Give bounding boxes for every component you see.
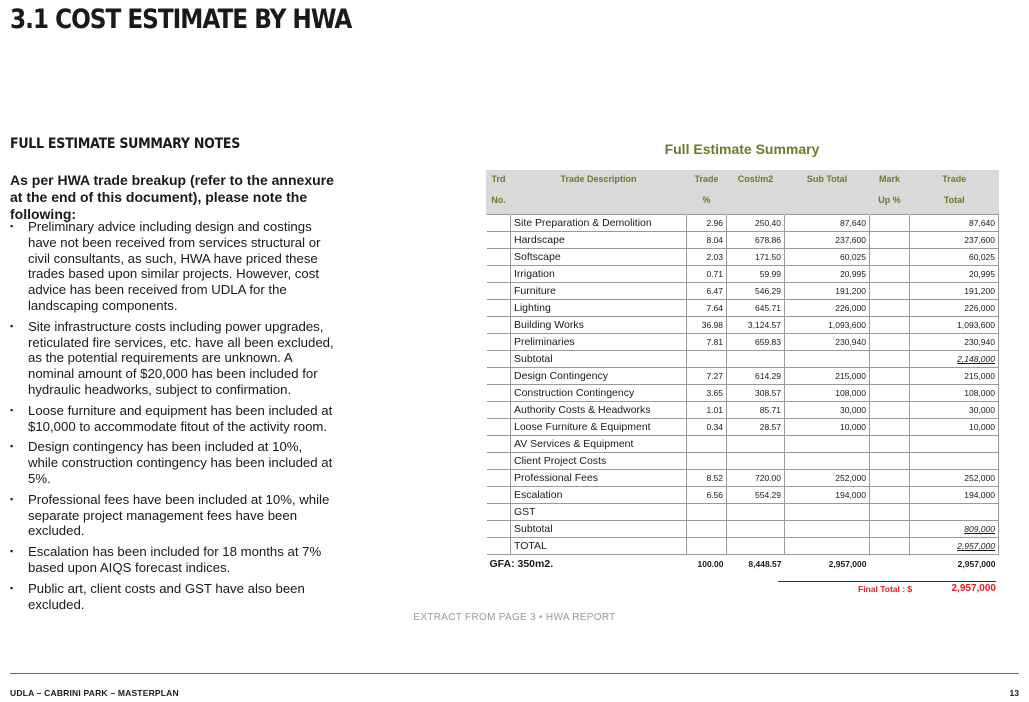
gfa-cost: 8,448.57 bbox=[748, 558, 782, 569]
bullet-icon: ▪ bbox=[10, 493, 14, 504]
markup-pct bbox=[870, 402, 910, 419]
bullet-icon: ▪ bbox=[10, 582, 14, 593]
table-row bbox=[487, 487, 999, 504]
col-header: Trade bbox=[910, 170, 999, 193]
trade-pct: 0.34 bbox=[687, 419, 727, 436]
sub-total: 30,000 bbox=[785, 402, 870, 419]
trade-pct bbox=[687, 538, 727, 555]
trade-description: Professional Fees bbox=[511, 470, 687, 487]
list-item bbox=[10, 403, 335, 435]
gfa-label: GFA: 350m2. bbox=[489, 557, 554, 570]
trd-cell bbox=[487, 504, 511, 521]
trd-cell bbox=[487, 470, 511, 487]
trade-total: 191,200 bbox=[910, 283, 999, 300]
trade-description: Subtotal bbox=[511, 521, 687, 538]
gfa-markup bbox=[870, 555, 910, 573]
col-header bbox=[785, 193, 870, 215]
trade-total: 87,640 bbox=[910, 215, 999, 232]
page-title: 3.1 COST ESTIMATE BY HWA bbox=[10, 4, 352, 35]
trade-total: 60,025 bbox=[910, 249, 999, 266]
trade-description: TOTAL bbox=[511, 538, 687, 555]
col-header: Cost/m2 bbox=[727, 170, 785, 193]
cost-per-m2 bbox=[727, 521, 785, 538]
markup-pct bbox=[870, 351, 910, 368]
table-row bbox=[487, 368, 999, 385]
trade-description: Softscape bbox=[511, 249, 687, 266]
markup-pct bbox=[870, 283, 910, 300]
sub-total: 252,000 bbox=[785, 470, 870, 487]
cost-per-m2: 85.71 bbox=[727, 402, 785, 419]
page-number: 13 bbox=[1009, 688, 1019, 698]
note-text: Loose furniture and equipment has been included at $10,000 to accommodate fitout of the activity room. bbox=[28, 402, 333, 434]
trade-total: 194,000 bbox=[910, 487, 999, 504]
col-header: Total bbox=[910, 193, 999, 215]
markup-pct bbox=[870, 300, 910, 317]
sub-total: 237,600 bbox=[785, 232, 870, 249]
markup-pct bbox=[870, 317, 910, 334]
trade-total: 809,000 bbox=[910, 521, 999, 538]
cost-per-m2: 3,124.57 bbox=[727, 317, 785, 334]
markup-pct bbox=[870, 334, 910, 351]
notes-list bbox=[10, 219, 335, 617]
trade-pct: 8.52 bbox=[687, 470, 727, 487]
table-row bbox=[487, 385, 999, 402]
col-header: Up % bbox=[870, 193, 910, 215]
trade-pct: 6.56 bbox=[687, 487, 727, 504]
trade-description: Escalation bbox=[511, 487, 687, 504]
trd-cell bbox=[487, 317, 511, 334]
cost-per-m2 bbox=[727, 453, 785, 470]
trade-pct: 1.01 bbox=[687, 402, 727, 419]
markup-pct bbox=[870, 521, 910, 538]
cost-per-m2: 59.99 bbox=[727, 266, 785, 283]
markup-pct bbox=[870, 249, 910, 266]
table-row bbox=[487, 538, 999, 555]
cost-per-m2: 720.00 bbox=[727, 470, 785, 487]
trade-pct: 3.65 bbox=[687, 385, 727, 402]
trade-total: 108,000 bbox=[910, 385, 999, 402]
trade-description: Loose Furniture & Equipment bbox=[511, 419, 687, 436]
col-header: Trade Description bbox=[511, 170, 687, 193]
col-header: Sub Total bbox=[785, 170, 870, 193]
cost-per-m2: 171.50 bbox=[727, 249, 785, 266]
col-header: Trade bbox=[687, 170, 727, 193]
trade-total bbox=[910, 436, 999, 453]
table-row bbox=[487, 402, 999, 419]
table-row bbox=[487, 215, 999, 232]
trd-cell bbox=[487, 453, 511, 470]
trade-pct bbox=[687, 453, 727, 470]
trade-pct bbox=[687, 436, 727, 453]
cost-per-m2: 645.71 bbox=[727, 300, 785, 317]
col-header: Trd bbox=[487, 170, 511, 193]
trd-cell bbox=[487, 436, 511, 453]
trade-description: Subtotal bbox=[511, 351, 687, 368]
trade-total: 1,093,600 bbox=[910, 317, 999, 334]
markup-pct bbox=[870, 385, 910, 402]
trade-total: 226,000 bbox=[910, 300, 999, 317]
table-row bbox=[487, 334, 999, 351]
list-item bbox=[10, 581, 335, 613]
sub-total: 194,000 bbox=[785, 487, 870, 504]
note-text: Preliminary advice including design and costings have not been received from services structural or civil consultants, as such, HWA have priced these trades based upon similar projects. However, cost advice has been received from UDLA for the landscaping components. bbox=[28, 219, 321, 313]
table-row bbox=[487, 283, 999, 300]
trade-description: Furniture bbox=[511, 283, 687, 300]
table-row bbox=[487, 317, 999, 334]
markup-pct bbox=[870, 419, 910, 436]
cost-per-m2: 546.29 bbox=[727, 283, 785, 300]
trade-total: 2,957,000 bbox=[910, 538, 999, 555]
list-item bbox=[10, 492, 335, 539]
trade-total: 30,000 bbox=[910, 402, 999, 419]
markup-pct bbox=[870, 453, 910, 470]
sub-total: 1,093,600 bbox=[785, 317, 870, 334]
trd-cell bbox=[487, 402, 511, 419]
trade-description: GST bbox=[511, 504, 687, 521]
list-item bbox=[10, 439, 335, 486]
cost-per-m2: 250.40 bbox=[727, 215, 785, 232]
cost-per-m2 bbox=[727, 538, 785, 555]
markup-pct bbox=[870, 266, 910, 283]
bullet-icon: ▪ bbox=[10, 320, 14, 331]
gfa-subtotal: 2,957,000 bbox=[828, 558, 867, 569]
table-row bbox=[487, 232, 999, 249]
trade-total: 10,000 bbox=[910, 419, 999, 436]
trade-total: 20,995 bbox=[910, 266, 999, 283]
cost-per-m2: 554.29 bbox=[727, 487, 785, 504]
col-header bbox=[727, 193, 785, 215]
markup-pct bbox=[870, 538, 910, 555]
cost-per-m2: 614.29 bbox=[727, 368, 785, 385]
markup-pct bbox=[870, 470, 910, 487]
trd-cell bbox=[487, 368, 511, 385]
trd-cell bbox=[487, 232, 511, 249]
trd-cell bbox=[487, 300, 511, 317]
trd-cell bbox=[487, 334, 511, 351]
sub-total: 215,000 bbox=[785, 368, 870, 385]
markup-pct bbox=[870, 504, 910, 521]
cost-per-m2 bbox=[727, 351, 785, 368]
trade-total: 2,148,000 bbox=[910, 351, 999, 368]
footer-divider bbox=[10, 673, 1019, 674]
note-text: Escalation has been included for 18 months at 7% based upon AIQS forecast indices. bbox=[28, 544, 322, 575]
sub-total: 87,640 bbox=[785, 215, 870, 232]
table-row bbox=[487, 351, 999, 368]
final-total-value: 2,957,000 bbox=[951, 583, 996, 594]
gfa-total: 2,957,000 bbox=[957, 558, 996, 569]
table-row bbox=[487, 504, 999, 521]
section-heading: FULL ESTIMATE SUMMARY NOTES bbox=[10, 136, 241, 152]
sub-total bbox=[785, 453, 870, 470]
cost-per-m2 bbox=[727, 436, 785, 453]
trade-pct: 8.04 bbox=[687, 232, 727, 249]
gfa-pct: 100.00 bbox=[697, 558, 724, 569]
trade-pct bbox=[687, 504, 727, 521]
col-header bbox=[511, 193, 687, 215]
trade-description: Design Contingency bbox=[511, 368, 687, 385]
trade-pct: 0.71 bbox=[687, 266, 727, 283]
table-row bbox=[487, 419, 999, 436]
trade-pct: 7.64 bbox=[687, 300, 727, 317]
table-row bbox=[487, 266, 999, 283]
note-text: Public art, client costs and GST have also been excluded. bbox=[28, 580, 305, 612]
trade-description: Site Preparation & Demolition bbox=[511, 215, 687, 232]
trade-pct bbox=[687, 351, 727, 368]
trade-description: Building Works bbox=[511, 317, 687, 334]
cost-per-m2: 659.83 bbox=[727, 334, 785, 351]
sub-total: 60,025 bbox=[785, 249, 870, 266]
trade-total bbox=[910, 504, 999, 521]
trade-total: 237,600 bbox=[910, 232, 999, 249]
trade-description: Lighting bbox=[511, 300, 687, 317]
markup-pct bbox=[870, 436, 910, 453]
table-row bbox=[487, 453, 999, 470]
sub-total bbox=[785, 351, 870, 368]
sub-total: 108,000 bbox=[785, 385, 870, 402]
bullet-icon: ▪ bbox=[10, 404, 14, 415]
table-row bbox=[487, 470, 999, 487]
trd-cell bbox=[487, 215, 511, 232]
gfa-row bbox=[487, 555, 999, 573]
footer-project-name: UDLA – CABRINI PARK – MASTERPLAN bbox=[10, 688, 179, 698]
note-text: Professional fees have been included at 10%, while separate project management fees have been excluded. bbox=[28, 491, 330, 539]
trade-pct bbox=[687, 521, 727, 538]
trade-description: Client Project Costs bbox=[511, 453, 687, 470]
col-header: Mark bbox=[870, 170, 910, 193]
trade-total: 230,940 bbox=[910, 334, 999, 351]
trade-pct: 2.03 bbox=[687, 249, 727, 266]
note-text: Site infrastructure costs including power upgrades, reticulated fire services, etc. have all been excluded, as the potential requirements are unknown. A nominal amount of $20,000 has been included for hydraulic headworks, subject to confirmation. bbox=[28, 318, 334, 397]
markup-pct bbox=[870, 232, 910, 249]
trade-description: Construction Contingency bbox=[511, 385, 687, 402]
trd-cell bbox=[487, 266, 511, 283]
table-title: Full Estimate Summary bbox=[664, 141, 820, 157]
trade-pct: 7.27 bbox=[687, 368, 727, 385]
trade-description: Hardscape bbox=[511, 232, 687, 249]
trade-description: AV Services & Equipment bbox=[511, 436, 687, 453]
trade-description: Irrigation bbox=[511, 266, 687, 283]
col-header: % bbox=[687, 193, 727, 215]
table-header-row bbox=[487, 193, 999, 215]
trd-cell bbox=[487, 249, 511, 266]
cost-per-m2: 308.57 bbox=[727, 385, 785, 402]
trade-total bbox=[910, 453, 999, 470]
trade-total: 252,000 bbox=[910, 470, 999, 487]
markup-pct bbox=[870, 368, 910, 385]
bullet-icon: ▪ bbox=[10, 221, 14, 231]
trade-description: Authority Costs & Headworks bbox=[511, 402, 687, 419]
sub-total bbox=[785, 521, 870, 538]
final-total-divider bbox=[778, 581, 996, 582]
markup-pct bbox=[870, 487, 910, 504]
trd-cell bbox=[487, 283, 511, 300]
sub-total: 20,995 bbox=[785, 266, 870, 283]
sub-total bbox=[785, 538, 870, 555]
estimate-table bbox=[486, 170, 999, 572]
trade-pct: 2.96 bbox=[687, 215, 727, 232]
table-row bbox=[487, 300, 999, 317]
trd-cell bbox=[487, 487, 511, 504]
list-item bbox=[10, 544, 335, 576]
final-total-label: Final Total : $ bbox=[858, 584, 913, 594]
trade-pct: 7.81 bbox=[687, 334, 727, 351]
trd-cell bbox=[487, 351, 511, 368]
table-row bbox=[487, 249, 999, 266]
bullet-icon: ▪ bbox=[10, 441, 14, 452]
trade-description: Preliminaries bbox=[511, 334, 687, 351]
sub-total: 230,940 bbox=[785, 334, 870, 351]
trd-cell bbox=[487, 521, 511, 538]
trade-pct: 36.98 bbox=[687, 317, 727, 334]
bullet-icon: ▪ bbox=[10, 546, 14, 557]
sub-total: 191,200 bbox=[785, 283, 870, 300]
table-row bbox=[487, 521, 999, 538]
trd-cell bbox=[487, 419, 511, 436]
table-header-row bbox=[487, 170, 999, 193]
figure-caption: EXTRACT FROM PAGE 3 • HWA REPORT bbox=[413, 612, 616, 623]
list-item bbox=[10, 219, 335, 314]
trade-total: 215,000 bbox=[910, 368, 999, 385]
sub-total bbox=[785, 504, 870, 521]
list-item bbox=[10, 319, 335, 398]
trade-pct: 6.47 bbox=[687, 283, 727, 300]
sub-total bbox=[785, 436, 870, 453]
cost-per-m2: 678.86 bbox=[727, 232, 785, 249]
table-row bbox=[487, 436, 999, 453]
sub-total: 10,000 bbox=[785, 419, 870, 436]
note-text: Design contingency has been included at 10%, while construction contingency has been included at 5%. bbox=[28, 439, 333, 486]
cost-per-m2 bbox=[727, 504, 785, 521]
cost-per-m2: 28.57 bbox=[727, 419, 785, 436]
col-header: No. bbox=[487, 193, 511, 215]
trd-cell bbox=[487, 538, 511, 555]
intro-text: As per HWA trade breakup (refer to the annexure at the end of this document), please note the following: bbox=[10, 172, 334, 222]
markup-pct bbox=[870, 215, 910, 232]
trd-cell bbox=[487, 385, 511, 402]
sub-total: 226,000 bbox=[785, 300, 870, 317]
